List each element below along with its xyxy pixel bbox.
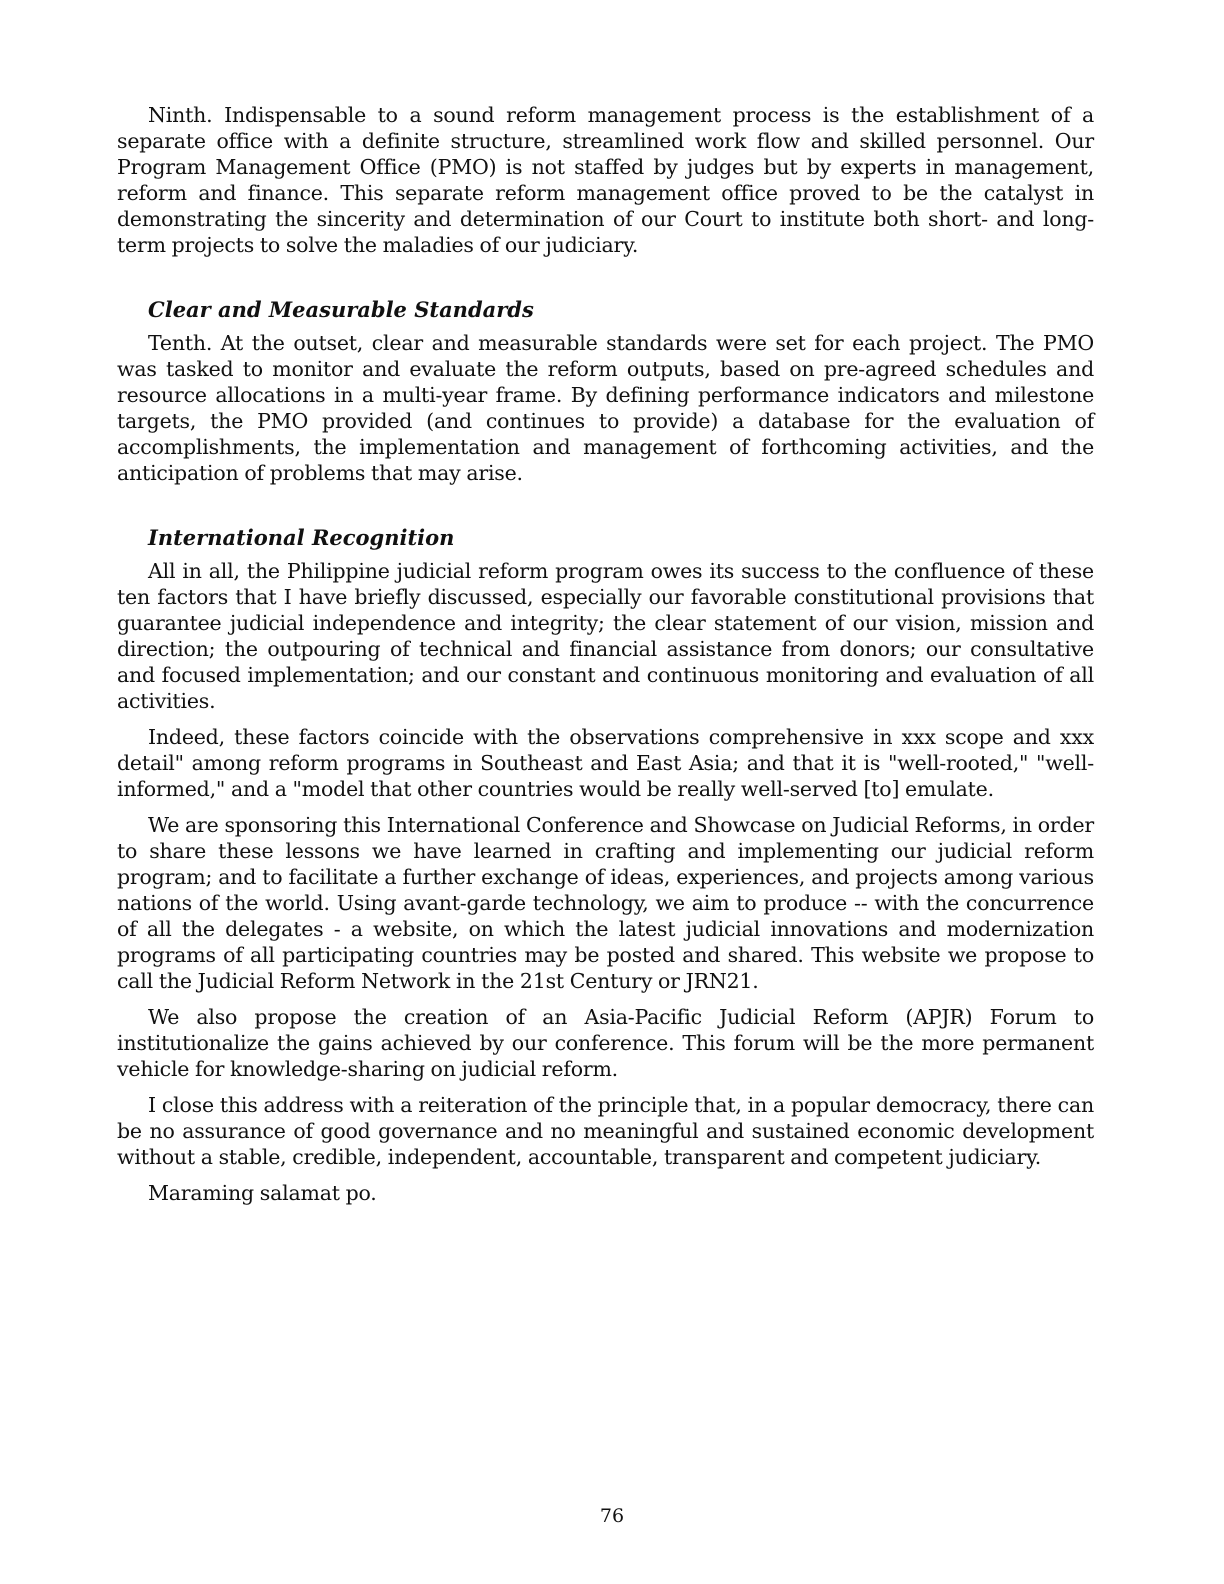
paragraph-indeed: Indeed, these factors coincide with the observations comprehensive in xxx scope and xxx detail" among reform programs in Southeast and East Asia; and that it is "well-rooted," "well-informed," and a "model that other countries would be really well-served [to] emulate. (117, 725, 1094, 801)
paragraph-ninth: Ninth. Indispensable to a sound reform management process is the establishment of a separate office with a definite structure, streamlined work flow and skilled personnel. Our Program Management Office (PMO) is not staffed by judges but by experts in management, reform and finance. This separate reform management office proved to be the catalyst in demonstrating the sincerity and determination of our Court to institute both short- and long-term projects to solve the maladies of our judiciary. (117, 103, 1094, 257)
paragraph-apjr-forum: We also propose the creation of an Asia-Pacific Judicial Reform (APJR) Forum to institutionalize the gains achieved by our conference. This forum will be the more permanent vehicle for knowledge-sharing on judicial reform. (117, 1005, 1094, 1081)
paragraph-salamat: Maraming salamat po. (148, 1181, 377, 1205)
paragraph-closing: I close this address with a reiteration of the principle that, in a popular democracy, there can be no assurance of good governance and no meaningful and sustained economic development without a stable, credible, independent, accountable, transparent and competent judiciary. (117, 1093, 1094, 1169)
heading-international-recognition: International Recognition (148, 525, 455, 550)
heading-clear-measurable-standards: Clear and Measurable Standards (148, 297, 534, 322)
page-number: 76 (599, 1505, 625, 1527)
paragraph-tenth: Tenth. At the outset, clear and measurable standards were set for each project. The PMO was tasked to monitor and evaluate the reform outputs, based on pre-agreed schedules and resource allocations in a multi-year frame. By defining performance indicators and milestone targets, the PMO provided (and continues to provide) a database for the evaluation of accomplishments, the implementation and management of forthcoming activities, and the anticipation of problems that may arise. (117, 331, 1094, 485)
paragraph-sponsoring-conference: We are sponsoring this International Conference and Showcase on Judicial Reforms, in order to share these lessons we have learned in crafting and implementing our judicial reform program; and to facilitate a further exchange of ideas, experiences, and projects among various nations of the world. Using avant-garde technology, we aim to produce -- with the concurrence of all the delegates - a website, on which the latest judicial innovations and modernization programs of all participating countries may be posted and shared. This website we propose to call the Judicial Reform Network in the 21st Century or JRN21. (117, 813, 1094, 993)
paragraph-all-in-all: All in all, the Philippine judicial reform program owes its success to the confluence of these ten factors that I have briefly discussed, especially our favorable constitutional provisions that guarantee judicial independence and integrity; the clear statement of our vision, mission and direction; the outpouring of technical and financial assistance from donors; our consultative and focused implementation; and our constant and continuous monitoring and evaluation of all activities. (117, 559, 1094, 713)
document-body (117, 102, 1094, 1216)
